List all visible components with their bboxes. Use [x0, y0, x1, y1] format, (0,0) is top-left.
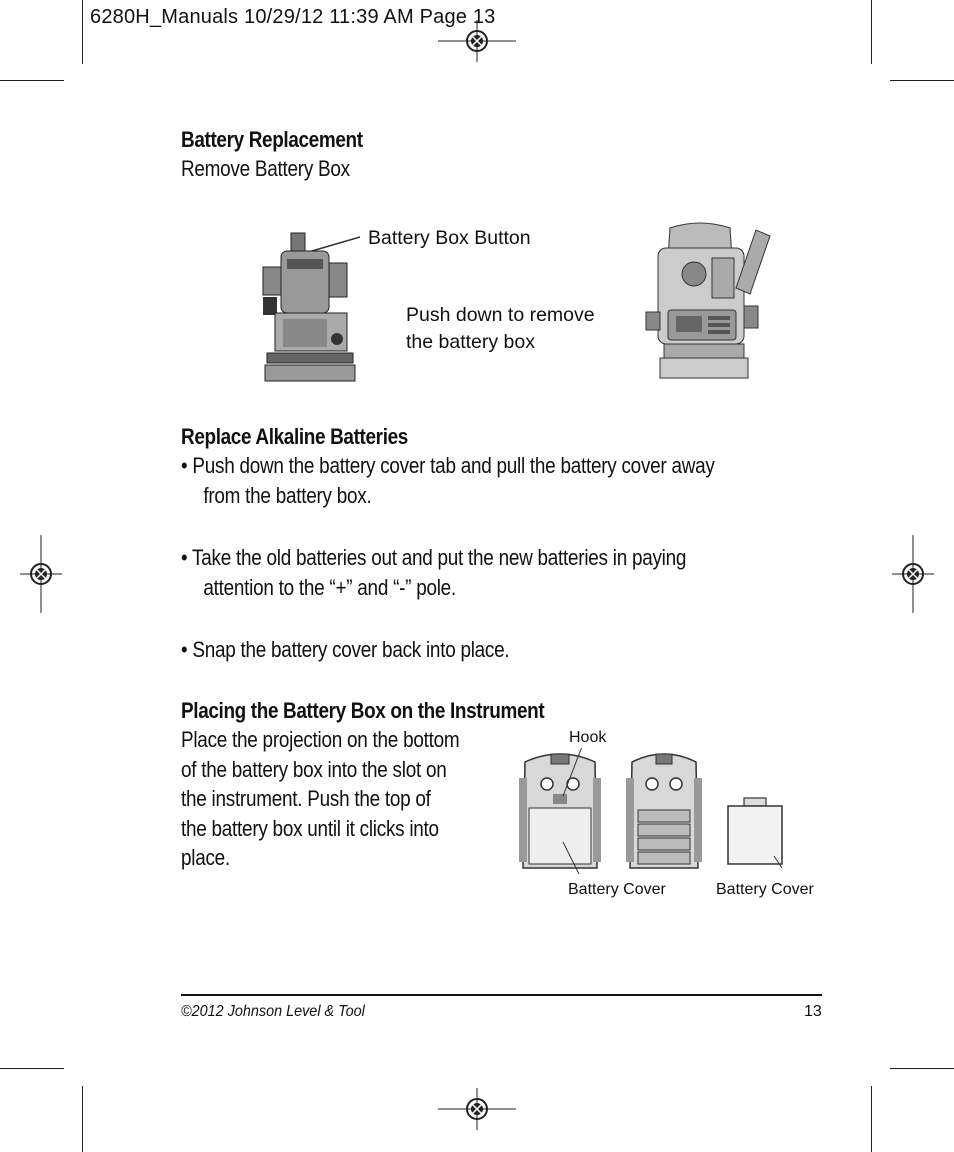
subheading-remove-battery-box: Remove Battery Box [181, 156, 350, 181]
heading-battery-replacement: Battery Replacement [181, 127, 363, 152]
instrument-front-illustration [255, 225, 365, 385]
crop-mark-top-right-v [871, 0, 872, 64]
battery-cover-illustration [724, 796, 786, 868]
instrument-side-illustration [640, 218, 775, 383]
crop-mark-bottom-left-v [82, 1086, 83, 1152]
crop-mark-top-right-h [890, 80, 954, 81]
label-push-down-line1: Push down to remove [406, 304, 595, 326]
heading-replace-alkaline-batteries: Replace Alkaline Batteries [181, 424, 408, 449]
instruction-line-1: Place the projection on the bottom [181, 727, 460, 752]
crop-mark-bottom-left-h [0, 1068, 64, 1069]
crop-mark-top-left-v [82, 0, 83, 64]
registration-mark-top-icon [438, 20, 516, 62]
bullet-1-line-2: from the battery box. [203, 482, 372, 508]
page-number: 13 [804, 1003, 822, 1020]
label-battery-cover-1: Battery Cover [568, 881, 666, 898]
bullet-3: • Snap the battery cover back into place. [181, 637, 510, 662]
heading-placing-battery-box: Placing the Battery Box on the Instrument [181, 698, 545, 723]
battery-box-with-cover-illustration [515, 748, 605, 874]
bullet-2-line-2: attention to the “+” and “-” pole. [203, 574, 456, 600]
label-push-down-line2: the battery box [406, 331, 535, 353]
bullet-2-line-1: • Take the old batteries out and put the new batteries in paying [181, 545, 687, 570]
crop-mark-bottom-right-v [871, 1086, 872, 1152]
label-battery-cover-2: Battery Cover [716, 881, 814, 898]
footer-rule [181, 994, 822, 996]
registration-mark-left-icon [20, 535, 62, 613]
print-slug: 6280H_Manuals 10/29/12 11:39 AM Page 13 [90, 6, 496, 28]
label-hook: Hook [569, 729, 607, 746]
label-battery-box-button: Battery Box Button [368, 227, 531, 249]
crop-mark-top-left-h [0, 80, 64, 81]
bullet-1-line-1: • Push down the battery cover tab and pull the battery cover away [181, 453, 715, 478]
crop-mark-bottom-right-h [890, 1068, 954, 1069]
registration-mark-right-icon [892, 535, 934, 613]
instruction-line-2: of the battery box into the slot on [181, 756, 447, 782]
battery-box-open-illustration [624, 748, 704, 874]
instruction-line-5: place. [181, 845, 230, 870]
instruction-line-4: the battery box until it clicks into [181, 815, 439, 841]
footer-copyright: ©2012 Johnson Level & Tool [181, 1003, 365, 1020]
instruction-line-3: the instrument. Push the top of [181, 786, 431, 811]
registration-mark-bottom-icon [438, 1088, 516, 1130]
